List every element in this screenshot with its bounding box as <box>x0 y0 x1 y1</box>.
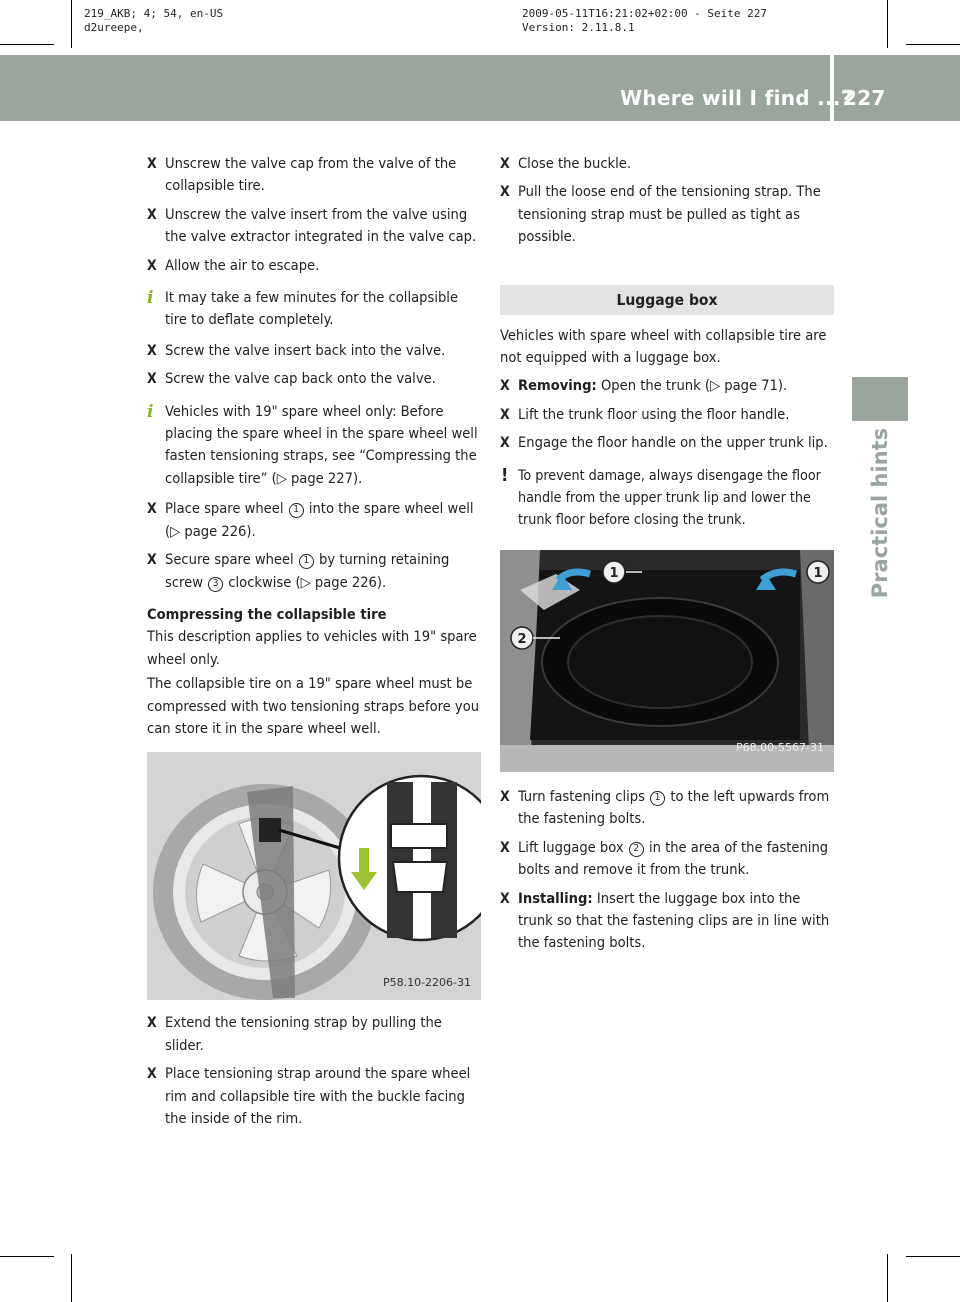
figure-luggage-box <box>500 550 834 772</box>
step-item <box>147 1012 483 1057</box>
callout-marker: 3 <box>208 577 223 592</box>
step-marker-icon: X <box>500 378 510 395</box>
step-item <box>147 204 483 249</box>
step-text: Unscrew the valve cap from the valve of the collapsible tire. <box>165 155 457 195</box>
step-marker-icon: X <box>147 1015 157 1032</box>
meta-left-line1: 219_AKB; 4; 54, en-US <box>84 7 224 20</box>
step-text: Screw the valve cap back onto the valve. <box>165 370 436 388</box>
step-marker-icon: X <box>147 156 157 172</box>
figure-tensioning-strap <box>147 752 481 1000</box>
info-note <box>147 287 483 332</box>
step-text: Lift the trunk floor using the floor handle. <box>518 405 790 423</box>
info-note <box>147 401 483 491</box>
step-marker-icon: X <box>500 406 510 423</box>
step-item <box>147 368 483 390</box>
step-item <box>147 1063 483 1130</box>
paragraph: The collapsible tire on a 19" spare wheel must be compressed with two tensioning straps before you can store it in the spare wheel well. <box>147 675 480 737</box>
step-marker-icon: X <box>147 552 157 569</box>
step-marker-icon: X <box>147 206 157 223</box>
section-heading: Luggage box <box>500 285 834 315</box>
step-item <box>500 153 834 175</box>
step-marker-icon: X <box>500 156 510 172</box>
step-text-b: into the spare wheel well (▷ page 226). <box>165 500 474 540</box>
callout-marker: 1 <box>650 791 665 806</box>
crop-mark <box>887 0 888 48</box>
step-marker-icon: X <box>500 890 510 907</box>
step-text-b: in the area of the fastening bolts and remove it from the trunk. <box>518 838 829 879</box>
step-marker-icon: X <box>500 184 510 201</box>
step-text: Open the trunk (▷ page 71). <box>596 377 788 395</box>
step-item <box>147 340 483 362</box>
crop-mark <box>887 1254 888 1302</box>
side-tab-label <box>862 428 898 598</box>
crop-mark <box>71 1254 72 1302</box>
callout-marker: 1 <box>289 503 304 518</box>
warning-note <box>500 465 834 532</box>
step-text: Place tensioning strap around the spare wheel rim and collapsible tire with the buckle facing the inside of the rim. <box>165 1065 471 1127</box>
step-marker-icon: X <box>147 1066 157 1083</box>
step-item <box>500 432 834 454</box>
crop-mark <box>906 1256 960 1257</box>
meta-left-line2: d2ureepe, <box>84 21 144 34</box>
warning-text: To prevent damage, always disengage the floor handle from the upper trunk lip and lower the trunk floor before closing the trunk. <box>518 467 821 529</box>
note-text: Vehicles with 19" spare wheel only: Before placing the spare wheel in the spare wheel well fasten tensioning straps, see “Compressing the collapsible tire” (▷ page 227). <box>165 402 478 487</box>
step-text: Screw the valve insert back into the valve. <box>165 341 446 359</box>
step-text-a: Place spare wheel <box>165 500 288 518</box>
warning-icon: ! <box>501 464 509 486</box>
paragraph: This description applies to vehicles with 19" spare wheel only. <box>147 628 477 668</box>
step-text-b: to the left upwards from the fastening bolts. <box>518 787 830 828</box>
right-column <box>500 153 834 961</box>
step-label: Removing: <box>518 377 597 395</box>
step-item <box>500 375 834 397</box>
step-marker-icon: X <box>147 371 157 388</box>
page-number: 227 <box>843 86 886 110</box>
step-text: Close the buckle. <box>518 155 632 172</box>
info-icon: i <box>147 288 154 309</box>
step-marker-icon: X <box>147 342 157 359</box>
side-tab-text: Practical hints <box>868 427 892 599</box>
step-marker-icon: X <box>147 257 157 274</box>
step-text: Unscrew the valve insert from the valve using the valve extractor integrated in the valve cap. <box>165 205 477 246</box>
step-label: Installing: <box>518 889 593 907</box>
step-marker-icon: X <box>147 501 157 518</box>
step-marker-icon: X <box>500 788 510 805</box>
step-text: Extend the tensioning strap by pulling the slider. <box>165 1014 442 1054</box>
figure-callout-1: 1 <box>609 565 619 581</box>
step-text: Pull the loose end of the tensioning strap. The tensioning strap must be pulled as tight as possible. <box>518 183 821 246</box>
paragraph: Vehicles with spare wheel with collapsible tire are not equipped with a luggage box. <box>500 326 827 367</box>
step-text-a: Lift luggage box <box>518 838 628 856</box>
step-item <box>147 255 483 277</box>
crop-mark <box>0 44 54 45</box>
subheading: Compressing the collapsible tire <box>147 605 387 623</box>
step-item <box>500 786 834 831</box>
step-text: Engage the floor handle on the upper trunk lip. <box>518 434 828 452</box>
crop-mark <box>71 0 72 48</box>
step-text: Insert the luggage box into the trunk so that the fastening clips are in line with the fastening bolts. <box>518 889 830 952</box>
figure-callout-1b: 1 <box>813 565 823 581</box>
step-marker-icon: X <box>500 435 510 452</box>
crop-mark <box>0 1256 54 1257</box>
step-item <box>500 837 834 882</box>
step-item <box>500 404 834 426</box>
step-item <box>500 181 834 248</box>
meta-right-line1: 2009-05-11T16:21:02+02:00 - Seite 227 <box>522 7 768 20</box>
callout-marker: 2 <box>629 842 644 857</box>
step-text-c: clockwise (▷ page 226). <box>224 573 387 591</box>
figure-callout-2: 2 <box>517 631 527 647</box>
step-text-a: Turn fastening clips <box>518 787 650 805</box>
left-column <box>147 153 483 1136</box>
figure-code: P58.10-2206-31 <box>382 975 471 989</box>
figure-code: P68.00-5567-31 <box>735 741 824 755</box>
step-item <box>147 153 483 198</box>
info-icon: i <box>147 401 154 422</box>
header-title: Where will I find ...? <box>620 86 853 110</box>
meta-right-line2: Version: 2.11.8.1 <box>522 21 635 34</box>
note-text: It may take a few minutes for the collapsible tire to deflate completely. <box>165 289 459 329</box>
side-tab-marker <box>852 377 908 421</box>
tensioning-strap-illustration <box>147 752 481 1000</box>
crop-mark <box>906 44 960 45</box>
callout-marker: 1 <box>299 554 314 569</box>
step-marker-icon: X <box>500 839 510 856</box>
print-meta-left <box>84 7 223 35</box>
step-item <box>500 888 834 955</box>
print-meta-right <box>522 7 767 35</box>
step-text-a: Secure spare wheel <box>165 551 298 569</box>
step-text: Allow the air to escape. <box>165 256 320 274</box>
step-text-b: by turning retaining screw <box>165 551 450 591</box>
step-item <box>147 498 483 543</box>
step-item <box>147 549 483 594</box>
